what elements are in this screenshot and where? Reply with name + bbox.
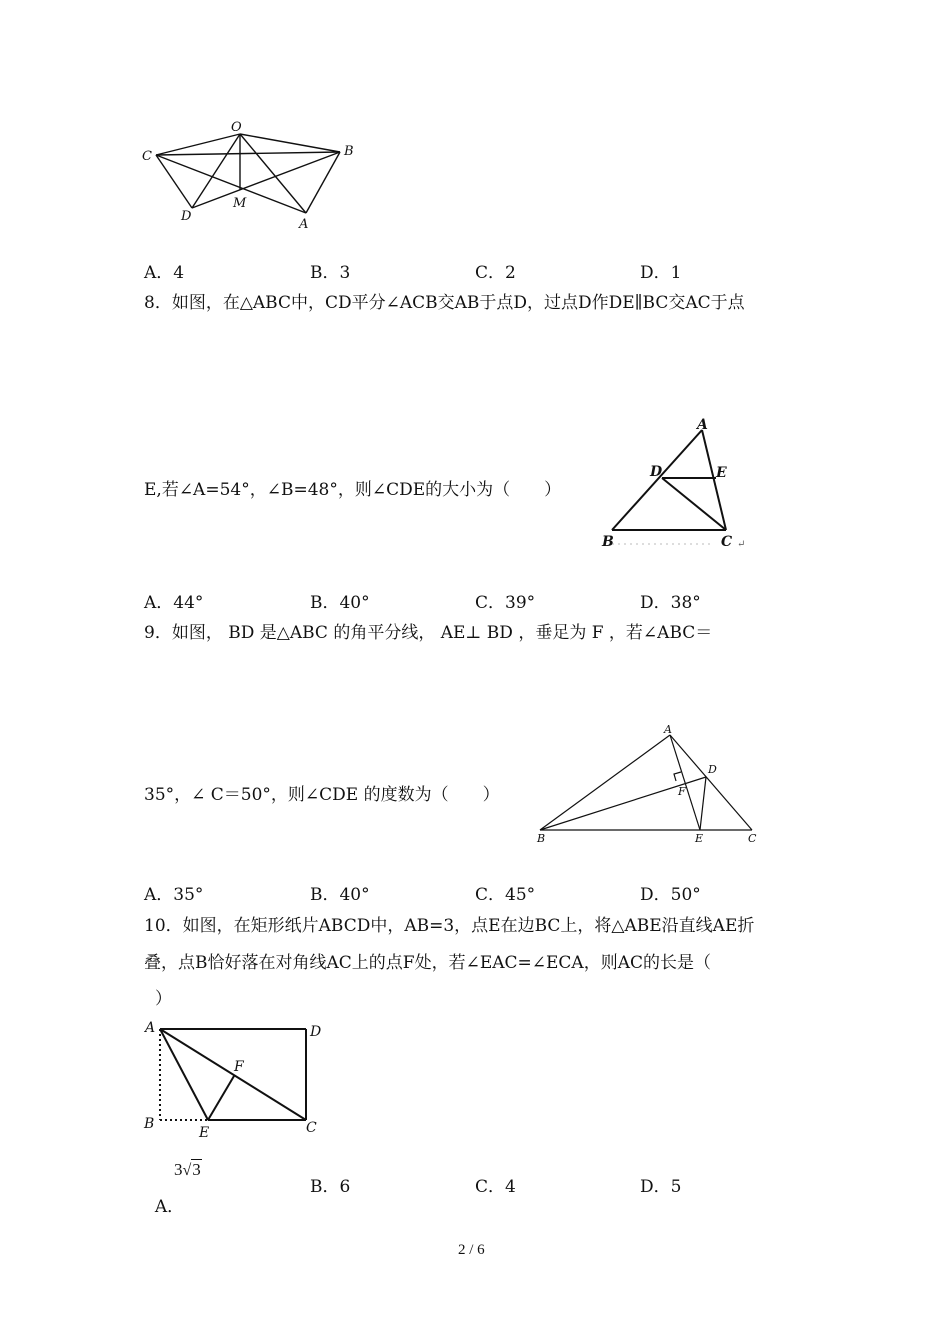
q7-option-c[interactable]: C．2 [475,263,516,283]
q9-text-line1: 9．如图， BD 是△ABC 的角平分线， AE⊥ BD ，垂足为 F ，若∠ABC＝ [144,623,713,643]
q8-label-e: E [716,465,727,481]
q9-label-f: F [678,785,686,798]
q10-option-c[interactable]: C．4 [475,1177,516,1197]
q10-label-d: D [310,1024,322,1040]
q10-a-coefficient: 3 [174,1160,183,1179]
q10-label-f: F [234,1059,244,1075]
q9-figure [530,718,770,848]
q8-text-line2: E,若∠A=54°，∠B=48°，则∠CDE的大小为（ ） [144,480,562,500]
page-number: 2 / 6 [458,1242,485,1258]
return-mark-icon: ↵ [737,539,746,550]
q10-text-line2: 叠，点B恰好落在对角线AC上的点F处，若∠EAC=∠ECA，则AC的长是（ [144,953,711,973]
q7-label-b: B [344,144,354,159]
q7-label-c: C [142,149,152,164]
q9-option-c[interactable]: C．45° [475,885,536,905]
q9-label-c: C [748,832,757,845]
q7-label-m: M [233,196,247,211]
q10-text-line3: ） [155,989,172,1009]
q9-option-b[interactable]: B．40° [310,885,370,905]
q8-label-c: C [721,534,733,550]
q7-option-a[interactable]: A．4 [144,263,185,283]
q7-label-d: D [181,209,192,224]
q9-label-b: B [537,832,546,845]
q9-label-e: E [695,832,704,845]
q7-label-o: O [231,120,242,135]
q10-figure [138,1015,333,1140]
q10-text-line1: 10．如图，在矩形纸片ABCD中，AB=3，点E在边BC上，将△ABE沿直线AE折 [144,916,755,936]
q10-option-b[interactable]: B．6 [310,1177,351,1197]
q10-label-b: B [144,1116,155,1132]
q8-option-a[interactable]: A．44° [144,593,204,613]
q10-label-a: A [145,1020,156,1036]
sqrt-icon: √ [182,1162,192,1179]
q8-text-line1: 8．如图，在△ABC中，CD平分∠ACB交AB于点D，过点D作DE∥BC交AC于点 [144,293,745,313]
q8-label-a: A [697,417,708,433]
q10-label-c: C [306,1120,317,1136]
q8-label-b: B [602,534,614,550]
q10-option-a-math [174,1160,202,1180]
q7-figure [130,112,370,237]
q7-label-a: A [299,217,309,232]
q9-text-line2: 35°，∠ C＝50°，则∠CDE 的度数为（ ） [144,785,500,805]
q8-option-d[interactable]: D．38° [640,593,701,613]
q8-label-d: D [650,464,663,480]
q9-label-a: A [664,723,672,736]
q9-option-a[interactable]: A．35° [144,885,204,905]
q10-a-radicand: 3 [192,1160,201,1179]
q8-option-c[interactable]: C．39° [475,593,536,613]
q10-option-a-prefix: A． [154,1197,185,1217]
q9-option-d[interactable]: D．50° [640,885,701,905]
q7-option-b[interactable]: B．3 [310,263,351,283]
q10-label-e: E [199,1125,210,1140]
q9-label-d: D [708,763,717,776]
q7-option-d[interactable]: D．1 [640,263,682,283]
q8-option-b[interactable]: B．40° [310,593,370,613]
q8-figure [596,410,756,552]
q10-option-d[interactable]: D．5 [640,1177,682,1197]
